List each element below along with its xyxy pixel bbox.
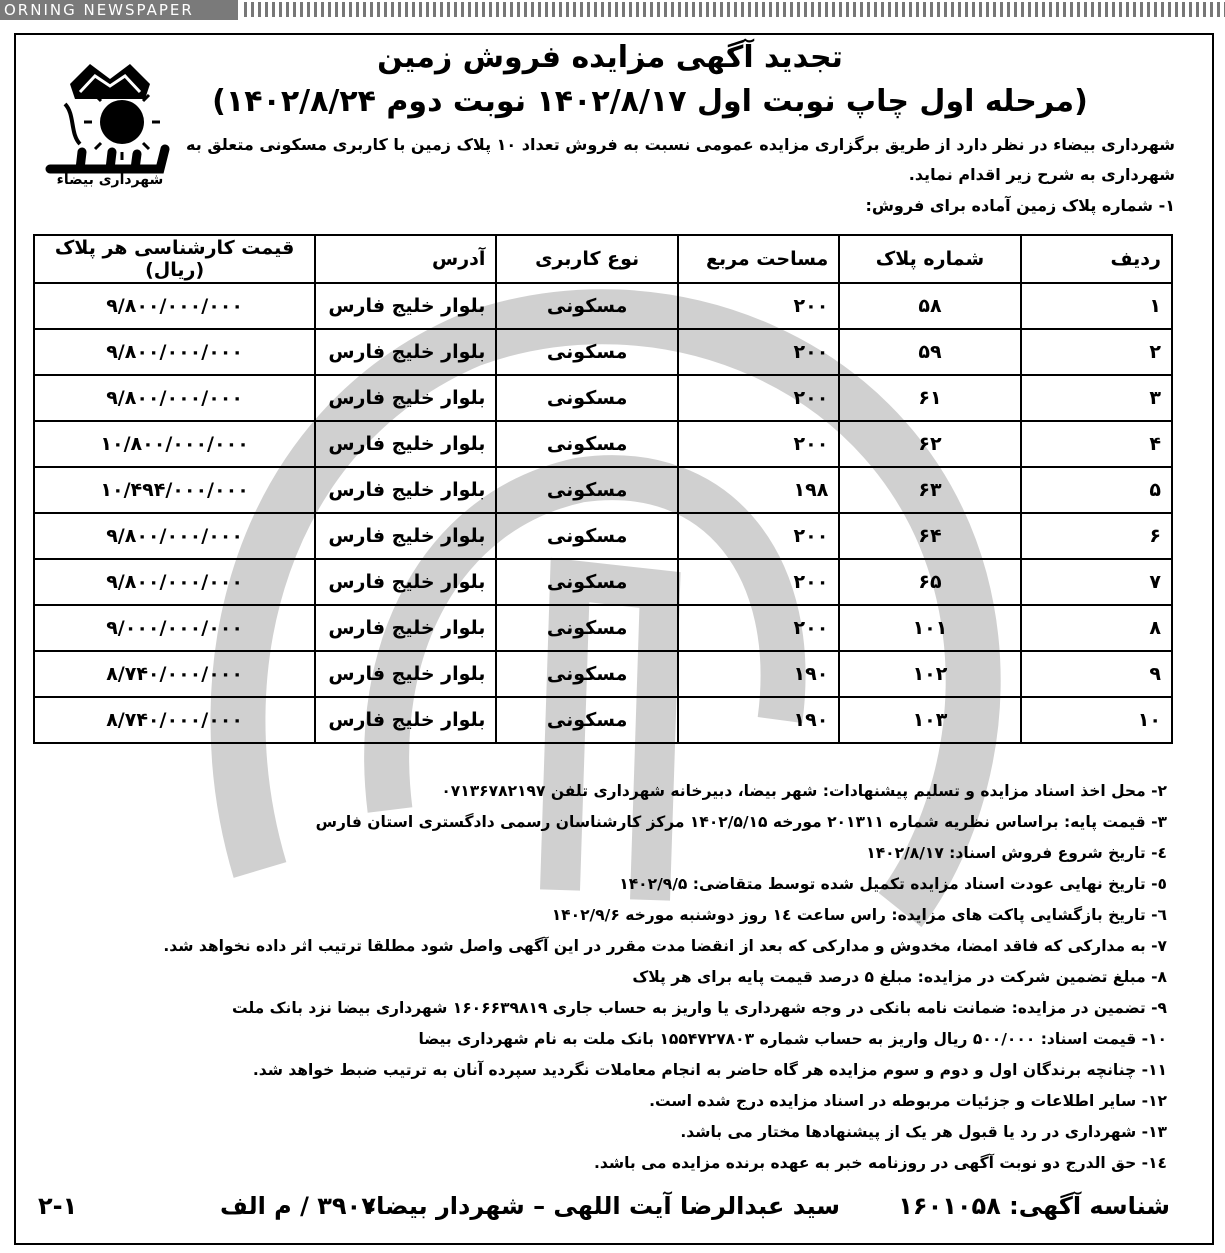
cell-plate-number: ۱۰۱ [839,605,1020,651]
cell-usage-type: مسکونی [496,651,677,697]
cell-row-number: ۱۰ [1021,697,1172,743]
cell-plate-number: ۶۱ [839,375,1020,421]
cell-price: ۹/۸۰۰/۰۰۰/۰۰۰ [34,329,315,375]
cell-plate-number: ۶۲ [839,421,1020,467]
logo-caption: شهرداری بیضاء [56,172,164,188]
cell-row-number: ۶ [1021,513,1172,559]
cell-usage-type: مسکونی [496,329,677,375]
header-area: مساحت مربع [678,235,839,283]
footer [30,1192,1170,1232]
table-row [34,605,1172,651]
cell-usage-type: مسکونی [496,421,677,467]
header-plate-number: شماره پلاک [839,235,1020,283]
cell-row-number: ۸ [1021,605,1172,651]
cell-address: بلوار خلیج فارس [315,467,496,513]
cell-area: ۱۹۰ [678,697,839,743]
cell-address: بلوار خلیج فارس [315,421,496,467]
cell-price: ۹/۸۰۰/۰۰۰/۰۰۰ [34,513,315,559]
cell-address: بلوار خلیج فارس [315,513,496,559]
note-item: ۱۳- شهرداری در رد یا قبول هر یک از پیشنهادها مختار می باشد. [680,1123,1167,1141]
note-item: ۷- به مدارکی که فاقد امضا، مخدوش و مدارکی که بعد از انقضا مدت مقرر در این آگهی واصل شود مطلقا ترتیب اثر داده نخواهد شد. [163,937,1167,955]
cell-row-number: ۹ [1021,651,1172,697]
cell-plate-number: ۶۴ [839,513,1020,559]
note-item: ۳- قیمت پایه: براساس نظریه شماره ۲۰۱۳۱۱ مورخه ۱۴۰۲/۵/۱۵ مرکز کارشناسان رسمی دادگستری استان فارس [315,813,1167,831]
note-item: ۱۰- قیمت اسناد: ۵۰۰/۰۰۰ ریال واریز به حساب شماره ۱۵۵۴۷۲۷۸۰۳ بانک ملت به نام شهرداری بیضا [418,1030,1167,1048]
cell-address: بلوار خلیج فارس [315,605,496,651]
cell-address: بلوار خلیج فارس [315,697,496,743]
cell-plate-number: ۵۹ [839,329,1020,375]
cell-price: ۹/۸۰۰/۰۰۰/۰۰۰ [34,559,315,605]
ad-title: تجدید آگهی مزایده فروش زمین [377,40,843,75]
cell-plate-number: ۶۵ [839,559,1020,605]
cell-usage-type: مسکونی [496,605,677,651]
cell-usage-type: مسکونی [496,467,677,513]
cell-area: ۱۹۰ [678,651,839,697]
header-address: آدرس [315,235,496,283]
note-item: ۲- محل اخذ اسناد مزایده و تسلیم پیشنهادات: شهر بیضا، دبیرخانه شهرداری تلفن ۰۷۱۳۶۷۸۲۱۹۷ [441,782,1167,800]
table-header-row [34,235,1172,283]
table-row [34,651,1172,697]
cell-row-number: ۱ [1021,283,1172,329]
cell-address: بلوار خلیج فارس [315,559,496,605]
header-row-number: ردیف [1021,235,1172,283]
note-item: ٥- تاریخ نهایی عودت اسناد مزایده تکمیل شده توسط متقاضی: ۱۴۰۲/۹/۵ [619,875,1167,893]
plots-table [33,234,1173,744]
note-item: ۹- تضمین در مزایده: ضمانت نامه بانکی در وجه شهرداری یا واریز به حساب جاری ۱۶۰۶۶۳۹۸۱۹ شهرداری بیضا نزد بانک ملت [231,999,1167,1017]
note-item-1: ۱- شماره پلاک زمین آماده برای فروش: [865,196,1175,215]
cell-usage-type: مسکونی [496,697,677,743]
cell-price: ۸/۷۴۰/۰۰۰/۰۰۰ [34,697,315,743]
masthead-tag: ORNING NEWSPAPER [0,0,238,20]
table-row [34,283,1172,329]
table-row [34,375,1172,421]
cell-address: بلوار خلیج فارس [315,329,496,375]
newspaper-masthead [0,0,1225,20]
table-row [34,329,1172,375]
table-row [34,467,1172,513]
cell-row-number: ۵ [1021,467,1172,513]
ad-subtitle: (مرحله اول چاپ نوبت اول ۱۴۰۲/۸/۱۷ نوبت دوم ۱۴۰۲/۸/۲۴) [212,84,1088,119]
cell-row-number: ۲ [1021,329,1172,375]
cell-row-number: ۷ [1021,559,1172,605]
cell-row-number: ۴ [1021,421,1172,467]
cell-area: ۲۰۰ [678,421,839,467]
cell-price: ۹/۰۰۰/۰۰۰/۰۰۰ [34,605,315,651]
cell-price: ۱۰/۸۰۰/۰۰۰/۰۰۰ [34,421,315,467]
cell-plate-number: ۵۸ [839,283,1020,329]
note-item: ۱۲- سایر اطلاعات و جزئیات مربوطه در اسناد مزایده درج شده است. [649,1092,1167,1110]
cell-price: ۹/۸۰۰/۰۰۰/۰۰۰ [34,283,315,329]
cell-usage-type: مسکونی [496,513,677,559]
note-item: ١٤- حق الدرج دو نوبت آگهی در روزنامه خبر به عهده برنده مزایده می باشد. [594,1154,1167,1172]
cell-plate-number: ۱۰۳ [839,697,1020,743]
cell-usage-type: مسکونی [496,375,677,421]
notes-list [67,776,1167,1179]
cell-address: بلوار خلیج فارس [315,283,496,329]
cell-price: ۱۰/۴۹۴/۰۰۰/۰۰۰ [34,467,315,513]
table-row [34,421,1172,467]
cell-area: ۲۰۰ [678,329,839,375]
cell-plate-number: ۶۳ [839,467,1020,513]
cell-area: ۲۰۰ [678,605,839,651]
cell-area: ۲۰۰ [678,559,839,605]
page-number: ۲-۱ [38,1192,78,1220]
table-row [34,697,1172,743]
header-price: قیمت کارشناسی هر پلاک (ریال) [34,235,315,283]
cell-area: ۲۰۰ [678,283,839,329]
note-item: ۱۱- چنانچه برندگان اول و دوم و سوم مزایده هر گاه حاضر به انجام معاملات نگردید سپرده آنان به ترتیب ضبط خواهد شد. [252,1061,1167,1079]
cell-price: ۸/۷۴۰/۰۰۰/۰۰۰ [34,651,315,697]
table-row [34,559,1172,605]
intro-paragraph: شهرداری بیضاء در نظر دارد از طریق برگزاری مزایده عمومی نسبت به فروش تعداد ۱۰ پلاک زمین با کاربری مسکونی متعلق به شهرداری به شرح زیر اقدام نماید. [186,135,1175,184]
note-item: ٤- تاریخ شروع فروش اسناد: ۱۴۰۲/۸/۱۷ [866,844,1167,862]
cell-usage-type: مسکونی [496,559,677,605]
cell-area: ۲۰۰ [678,375,839,421]
signatory: سید عبدالرضا آیت اللهی – شهردار بیضاء [363,1192,840,1220]
note-item: ۸- مبلغ تضمین شرکت در مزایده: مبلغ ۵ درصد قیمت پایه برای هر پلاک [632,968,1167,986]
cell-price: ۹/۸۰۰/۰۰۰/۰۰۰ [34,375,315,421]
header-usage-type: نوع کاربری [496,235,677,283]
cell-area: ۱۹۸ [678,467,839,513]
cell-address: بلوار خلیج فارس [315,375,496,421]
masthead-stripes [244,2,1225,17]
ad-code: ۳۹۰۷ / م الف [220,1192,376,1220]
note-item: ٦- تاریخ بازگشایی پاکت های مزایده: راس ساعت ١٤ روز دوشنبه مورخه ۱۴۰۲/۹/۶ [551,906,1167,924]
cell-usage-type: مسکونی [496,283,677,329]
cell-row-number: ۳ [1021,375,1172,421]
ad-id: شناسه آگهی: ۱۶۰۱۰۵۸ [898,1192,1170,1220]
cell-area: ۲۰۰ [678,513,839,559]
cell-plate-number: ۱۰۲ [839,651,1020,697]
cell-address: بلوار خلیج فارس [315,651,496,697]
table-row [34,513,1172,559]
